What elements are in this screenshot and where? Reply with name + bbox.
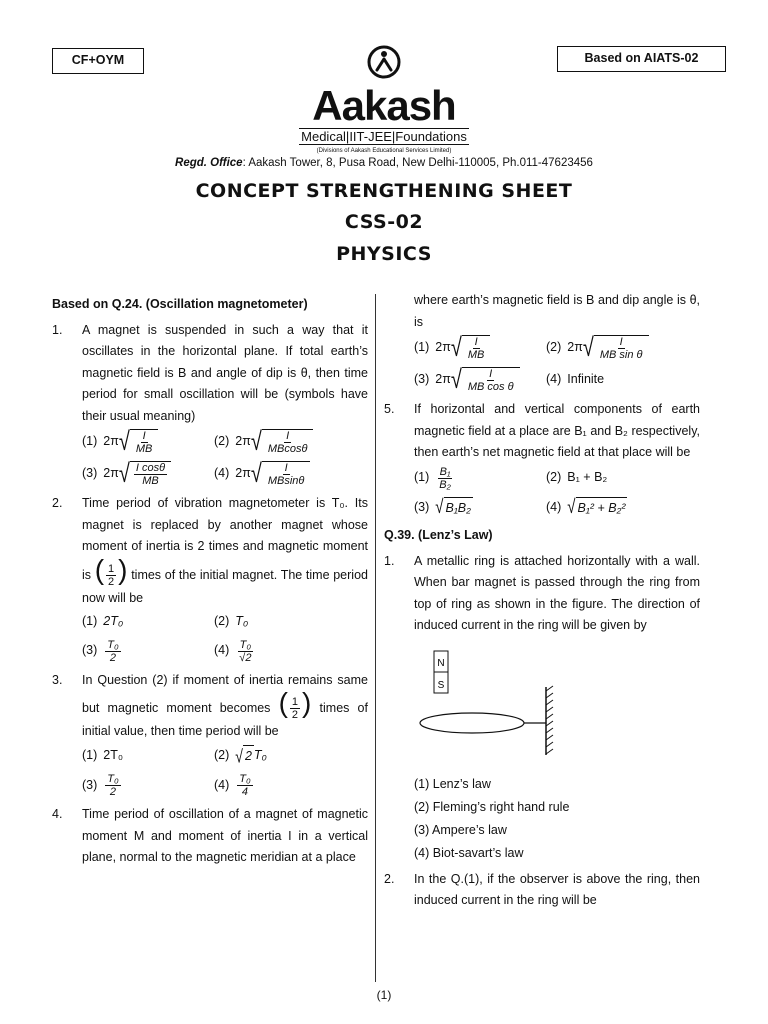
option-value: Infinite <box>567 372 605 387</box>
section-heading: Q.39. (Lenz’s Law) <box>384 528 493 542</box>
section-heading: Based on Q.24. (Oscillation magnetometer) <box>52 297 308 311</box>
option-label: (2) <box>214 434 230 449</box>
option: (1) $\frac{\text{B₁}}{\text{B₂}}$ <box>414 465 451 491</box>
lenz-question-1 <box>384 551 700 637</box>
option: (1) 2π √ $\frac{I}{MB}$ <box>414 335 546 361</box>
question-4 <box>52 804 368 869</box>
question-1-options <box>82 429 368 487</box>
option-label: (2) <box>214 748 230 763</box>
option-label: (1) <box>82 434 98 449</box>
option: (3) $\frac{\text{T₀}}{2}$ <box>82 773 119 799</box>
magnet-south-label: S <box>437 679 445 691</box>
magnet-north-label: N <box>437 657 445 669</box>
right-column <box>384 290 700 912</box>
aakash-emblem-icon <box>367 42 401 82</box>
option: (2) 2π √ $\frac{I}{\text{MB sin θ}}$ <box>546 335 700 361</box>
option: (4) √ B₁² + B₂² <box>546 496 626 519</box>
column-divider <box>375 294 376 982</box>
option: (4) Biot-savart’s law <box>414 845 524 860</box>
option-label: (4) <box>214 643 230 658</box>
option-label: (3) <box>82 643 98 658</box>
option-value: B₁ + B₂ <box>567 470 608 485</box>
question-number: 2. <box>52 496 63 510</box>
question-text: In Question (2) if moment of inertia remains same but magnetic moment becomes ( $\frac{1}{2}$ ) times of initial value, then time period will be <box>82 672 368 739</box>
option: (1) Lenz’s law <box>414 776 491 791</box>
question-text-part: times of initial value, then time period will be <box>82 701 368 739</box>
question-5-options <box>414 466 700 520</box>
option-label: (2) <box>214 614 230 629</box>
option <box>82 745 214 768</box>
option-label: (2) <box>546 470 562 485</box>
option-label: (1) <box>82 614 98 629</box>
option-label: (4) <box>214 466 230 481</box>
option-value: 2T₀ <box>103 748 124 763</box>
option: (3) Ampere’s law <box>414 822 507 837</box>
option: (2) 2π √ $\frac{I}{MBcos\theta}$ <box>214 429 368 455</box>
option-label: (1) <box>82 748 98 763</box>
batch-code-box: CF+OYM <box>52 48 144 74</box>
option: (3) $\frac{\text{T₀}}{2}$ <box>82 638 119 664</box>
option: (3) 2π √ $\frac{\text{I cosθ}}{MB}$ <box>82 461 214 487</box>
question-text: A magnet is suspended in such a way that it oscillates in the horizontal plane. If total earth’s magnetic field is B and angle of dip is θ, then time period for small oscillation will be (symbols have their usual meaning) <box>82 322 368 423</box>
question-text-part: In Question (2) if moment of inertia remains same but magnetic moment becomes <box>82 672 368 716</box>
sheet-subject: PHYSICS <box>336 243 432 265</box>
lenz-question-1-options <box>384 773 700 865</box>
page-number: (1) <box>376 988 392 1002</box>
question-number: 1. <box>52 322 63 337</box>
option-label: (3) <box>82 778 98 793</box>
lenz-question-2 <box>384 869 700 912</box>
option-label: (1) <box>414 340 430 355</box>
question-2 <box>52 493 368 609</box>
option: (2) √ 2 T₀ <box>214 745 267 767</box>
sheet-code: CSS-02 <box>344 211 424 233</box>
option: (3) 2π √ $\frac{I}{\text{MB cos θ}}$ <box>414 367 546 393</box>
question-text: Time period of vibration magnetometer is T₀. Its magnet is replaced by another magnet whose moment of inertia is 2 times and magnetic moment is ( $\frac{1}{2}$ ) times of the initial magnet. The time period now will be <box>82 496 368 605</box>
registered-office <box>0 157 768 169</box>
sheet-title: CONCEPT STRENGTHENING SHEET <box>195 180 573 202</box>
question-text: A metallic ring is attached horizontally with a wall. When bar magnet is passed through the ring from top of ring as shown in the figure. The direction of induced current in the ring will be given by <box>414 553 700 632</box>
option <box>214 611 368 633</box>
question-2-options <box>82 611 368 664</box>
regd-label: Regd. Office <box>175 157 243 169</box>
option-label: (3) <box>414 372 430 387</box>
brand-tagline: Medical|IIT-JEE|Foundations <box>301 129 467 144</box>
option: (3) √ B₁B₂ <box>414 496 471 519</box>
question-number: 4. <box>52 807 63 822</box>
question-text: Time period of oscillation of a magnet of magnetic moment M and moment of inertia I in a vertical plane, normal to the magnetic meridian at a place <box>82 807 368 865</box>
question-text: where earth’s magnetic field is B and dip angle is θ, is <box>414 293 700 329</box>
option <box>82 611 214 633</box>
question-3-options <box>82 745 368 799</box>
option-value: T₀ <box>235 614 249 629</box>
option: (4) $\frac{\text{T₀}}{√2}$ <box>214 638 252 664</box>
question-number: 1. <box>384 553 395 568</box>
aakash-logo <box>0 42 768 156</box>
question-4-options <box>414 335 700 393</box>
left-column <box>52 294 368 869</box>
option-label: (2) <box>546 340 562 355</box>
question-3 <box>52 670 368 743</box>
metallic-ring <box>420 713 524 733</box>
spacer <box>384 290 414 333</box>
option <box>546 466 700 491</box>
option-label: (3) <box>82 466 98 481</box>
question-number: 3. <box>52 672 63 687</box>
option <box>546 367 700 393</box>
question-number: 2. <box>384 871 395 886</box>
option-label: (3) <box>414 500 430 514</box>
option: (2) Fleming’s right hand rule <box>414 799 570 814</box>
brand-subline: (Divisions of Aakash Educational Services Limited) <box>316 148 452 154</box>
regd-address: : Aakash Tower, 8, Pusa Road, New Delhi-110005, Ph.011-47623456 <box>242 157 593 169</box>
question-text: In the Q.(1), if the observer is above the ring, then induced current in the ring will be <box>414 871 700 907</box>
ring-magnet-figure <box>412 641 562 771</box>
option: (4) 2π √ $\frac{I}{MBsin\theta}$ <box>214 461 368 487</box>
option: (4) $\frac{\text{T₀}}{4}$ <box>214 773 251 799</box>
question-1 <box>52 320 368 428</box>
question-text-part: times of the initial magnet. The time period now will be <box>82 567 368 605</box>
option-label: (4) <box>546 500 562 514</box>
option: (1) 2π √ $\frac{I}{MB}$ <box>82 429 214 455</box>
option-label: (4) <box>214 778 230 793</box>
question-text: If horizontal and vertical components of earth magnetic field at a place are B₁ and B₂ respectively, then earth’s net magnetic field at that place will be <box>414 402 700 459</box>
question-5 <box>384 399 700 464</box>
option-label: (4) <box>546 372 562 387</box>
option-label: (1) <box>414 470 430 485</box>
option-value: 2T₀ <box>103 614 124 629</box>
question-4-continued <box>384 290 700 333</box>
based-on-box: Based on AIATS-02 <box>557 46 726 72</box>
brand-name: Aakash <box>312 82 456 129</box>
question-text-part: Time period of vibration magnetometer is T₀. Its magnet is replaced by another magnet whose moment of inertia is 2 times and magnetic moment is <box>82 496 368 582</box>
question-number: 5. <box>384 402 395 416</box>
